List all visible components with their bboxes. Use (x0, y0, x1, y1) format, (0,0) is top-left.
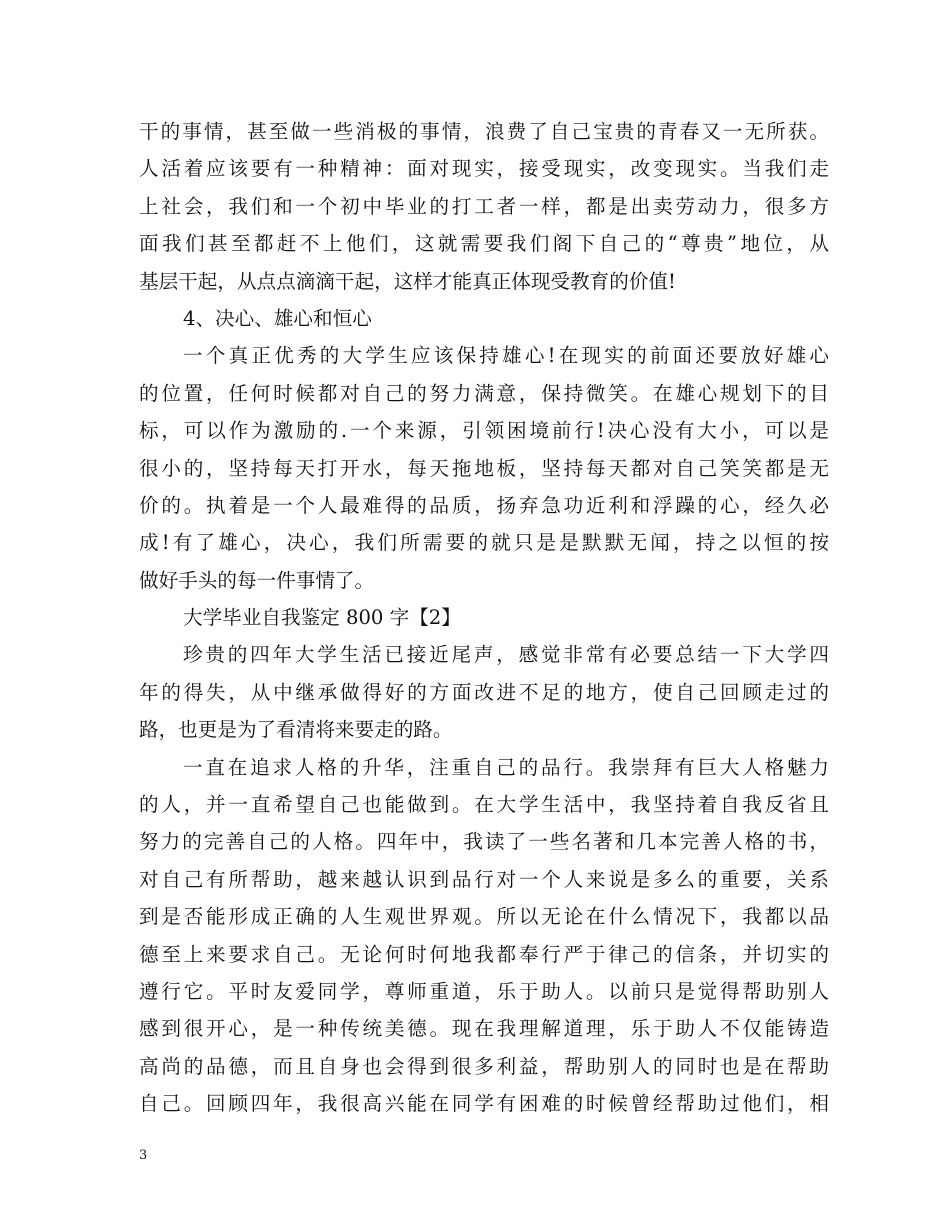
text-line: 干的事情，甚至做一些消极的事情，浪费了自己宝贵的青春又一无所获。 (139, 120, 829, 143)
text-line: 成!有了雄心，决心，我们所需要的就只是是默默无闻，持之以恒的按 (139, 531, 829, 555)
text-line: 努力的完善自己的人格。四年中，我读了一些名著和几本完善人格的书， (139, 830, 829, 854)
text-line: 德至上来要求自己。无论何时何地我都奉行严于律己的信条，并切实的 (139, 942, 829, 966)
text-line: 到是否能形成正确的人生观世界观。所以无论在什么情况下，我都以品 (139, 905, 829, 929)
text-line: 价的。执着是一个人最难得的品质，扬弃急功近利和浮躁的心，经久必 (139, 493, 829, 517)
document-body (139, 113, 829, 1123)
text-line: 面我们甚至都赶不上他们，这就需要我们阁下自己的“尊贵”地位，从 (139, 232, 829, 256)
text-line: 自己。回顾四年，我很高兴能在同学有困难的时候曾经帮助过他们，相 (139, 1092, 829, 1116)
text-line: 的位置，任何时候都对自己的努力满意，保持微笑。在雄心规划下的目 (139, 381, 829, 405)
text-line: 对自己有所帮助，越来越认识到品行对一个人来说是多么的重要，关系 (139, 867, 829, 891)
text-line: 做好手头的每一件事情了。 (139, 568, 375, 592)
text-line: 人活着应该要有一种精神：面对现实，接受现实，改变现实。当我们走 (139, 157, 829, 181)
text-line: 路，也更是为了看清将来要走的路。 (139, 718, 453, 742)
text-line: 4、决心、雄心和恒心 (183, 306, 372, 330)
text-line: 珍贵的四年大学生活已接近尾声，感觉非常有必要总结一下大学四 (183, 643, 829, 667)
text-line: 感到很开心，是一种传统美德。现在我理解道理，乐于助人不仅能铸造 (139, 1017, 829, 1041)
text-line: 的人，并一直希望自己也能做到。在大学生活中，我坚持着自我反省且 (139, 793, 829, 817)
text-line: 基层干起，从点点滴滴干起，这样才能真正体现受教育的价值! (139, 269, 676, 293)
text-line: 高尚的品德，而且自身也会得到很多利益，帮助别人的同时也是在帮助 (139, 1054, 829, 1078)
text-line: 年的得失，从中继承做得好的方面改进不足的地方，使自己回顾走过的 (139, 680, 829, 704)
text-line: 遵行它。平时友爱同学，尊师重道，乐于助人。以前只是觉得帮助别人 (139, 979, 829, 1003)
text-line: 上社会，我们和一个初中毕业的打工者一样，都是出卖劳动力，很多方 (139, 194, 829, 218)
text-line: 一直在追求人格的升华，注重自己的品行。我崇拜有巨大人格魅力 (183, 755, 829, 779)
text-line: 大学毕业自我鉴定 800 字【2】 (183, 606, 461, 630)
text-line: 标，可以作为激励的.一个来源，引领困境前行!决心没有大小，可以是 (139, 419, 829, 443)
text-line: 很小的，坚持每天打开水，每天拖地板，坚持每天都对自己笑笑都是无 (139, 456, 829, 480)
text-line: 一个真正优秀的大学生应该保持雄心!在现实的前面还要放好雄心 (183, 344, 829, 368)
page-number: 3 (139, 1148, 148, 1163)
